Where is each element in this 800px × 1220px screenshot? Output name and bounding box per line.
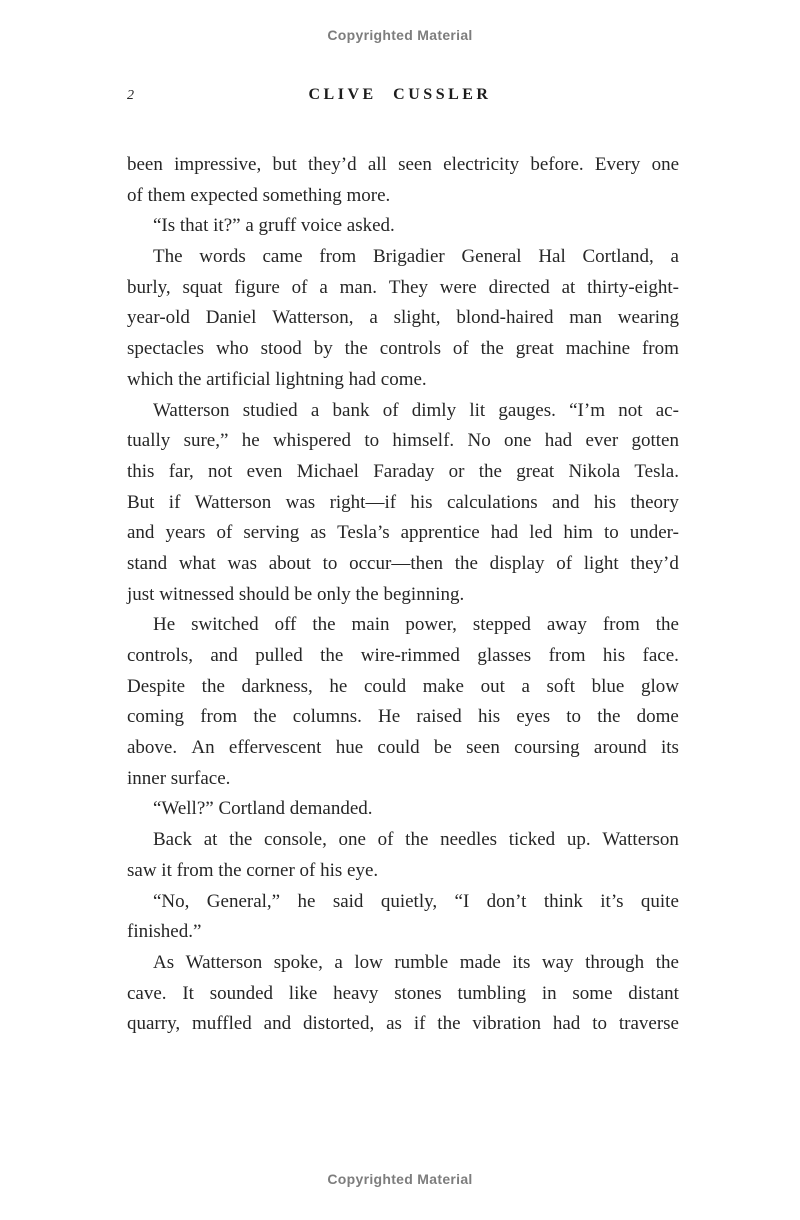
body-line: “Well?” Cortland demanded. [153,798,373,820]
body-line: coming from the columns. He raised his eyes to the dome [127,706,679,728]
body-line: spectacles who stood by the controls of the great machine from [127,338,679,360]
page-number: 2 [127,88,134,103]
body-line: of them expected something more. [127,184,391,206]
page-body [127,150,679,1040]
body-line: burly, squat figure of a man. They were directed at thirty-eight- [127,276,679,298]
page-header [0,86,800,106]
body-line: Back at the console, one of the needles ticked up. Watterson [153,829,679,851]
copyright-watermark-bottom: Copyrighted Material [327,1171,473,1187]
body-line: tually sure,” he whispered to himself. No one had ever gotten [127,430,679,452]
body-line: stand what was about to occur—then the display of light they’d [127,552,679,574]
body-line: been impressive, but they’d all seen electricity before. Every one [127,154,679,175]
body-line: inner surface. [127,767,231,789]
body-line: “Is that it?” a gruff voice asked. [153,215,395,237]
body-line: just witnessed should be only the beginning. [127,583,465,605]
body-line: saw it from the corner of his eye. [127,859,379,881]
body-line: and years of serving as Tesla’s apprentice had led him to under- [127,522,679,544]
body-line: He switched off the main power, stepped away from the [153,614,679,636]
body-line: But if Watterson was right—if his calculations and his theory [127,491,679,513]
body-line: quarry, muffled and distorted, as if the vibration had to traverse [127,1013,679,1035]
body-line: The words came from Brigadier General Hal Cortland, a [153,246,679,268]
copyright-watermark-top: Copyrighted Material [327,27,473,43]
body-line: this far, not even Michael Faraday or the great Nikola Tesla. [127,460,679,482]
body-line: finished.” [127,921,202,943]
body-line: cave. It sounded like heavy stones tumbling in some distant [127,982,679,1004]
body-line: year-old Daniel Watterson, a slight, blond-haired man wearing [127,307,679,329]
body-line: “No, General,” he said quietly, “I don’t think it’s quite [153,890,679,912]
body-line: As Watterson spoke, a low rumble made its way through the [153,951,679,973]
body-line: Watterson studied a bank of dimly lit gauges. “I’m not ac- [153,399,679,421]
body-line: Despite the darkness, he could make out a soft blue glow [127,675,679,697]
body-line: above. An effervescent hue could be seen coursing around its [127,737,679,759]
body-line: which the artificial lightning had come. [127,368,427,390]
body-line: controls, and pulled the wire-rimmed glasses from his face. [127,645,679,666]
running-header-author: CLIVE CUSSLER [308,86,492,103]
